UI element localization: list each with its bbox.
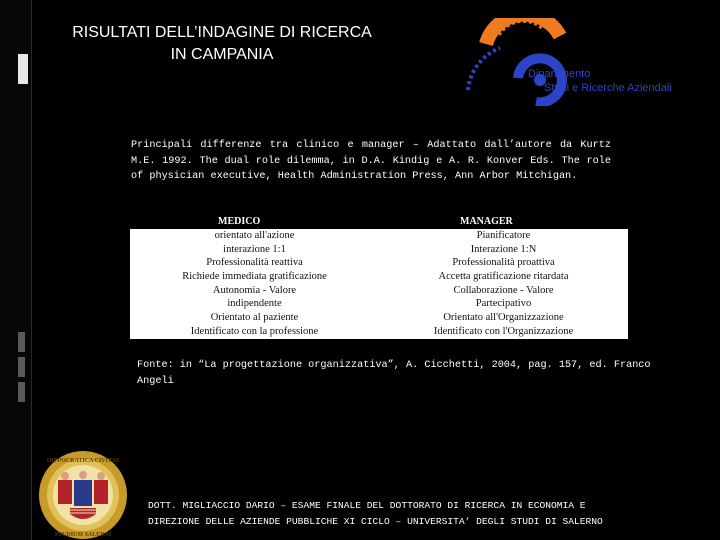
table-cell: Partecipativo — [475, 298, 532, 310]
slide-title-line1: RISULTATI DELL’INDAGINE DI RICERCA — [72, 24, 372, 41]
source-note: Fonte: in “La progettazione organizzativa”, A. Cicchetti, 2004, pag. 157, ed. Franco Angeli — [137, 360, 651, 387]
svg-text:HIPPOCRATICA CIVITAS: HIPPOCRATICA CIVITAS — [46, 458, 120, 464]
logo-text-line1: Dipartimento — [528, 68, 591, 80]
decorative-bar — [18, 54, 28, 84]
table-cell: indipendente — [227, 298, 282, 310]
svg-text:STUDIUM SALERNI: STUDIUM SALERNI — [54, 532, 112, 538]
column-header-medico: MEDICO — [218, 216, 261, 227]
footer-text — [148, 498, 688, 529]
slide-title-line2: IN CAMPANIA — [170, 46, 274, 63]
table-cell: Collaborazione - Valore — [453, 284, 554, 296]
comparison-table — [130, 229, 628, 339]
logo-text-line2: Studi e Ricerche Aziendali — [544, 82, 672, 94]
table-cell: Professionalità reattiva — [206, 257, 303, 269]
table-cell: Accetta gratificazione ritardata — [438, 271, 569, 283]
table-cell: orientato all'azione — [214, 230, 295, 241]
table-cell: Interazione 1:N — [470, 243, 537, 255]
footer-line1: DOTT. MIGLIACCIO DARIO – ESAME FINALE DEL DOTTORATO DI RICERCA IN ECONOMIA E — [148, 500, 586, 511]
table-cell: Orientato al paziente — [210, 312, 299, 324]
column-medico — [130, 229, 379, 339]
table-cell: Orientato all'Organizzazione — [443, 312, 564, 324]
table-cell: Richiede immediata gratificazione — [182, 271, 327, 283]
table-caption: Principali differenze tra clinico e manager – Adattato dall’autore da Kurtz M.E. 1992. The dual role dilemma, in D.A. Kindig e A. R. Konver Eds. The role of physician executive, Health Administration Press, Ann Arbor Mitchigan. — [131, 140, 611, 182]
decorative-bar — [18, 332, 25, 352]
table-cell: Autonomia - Valore — [212, 284, 297, 296]
column-manager — [379, 229, 628, 339]
decorative-bar — [18, 357, 25, 377]
table-cell: Identificato con l'Organizzazione — [433, 325, 574, 337]
decorative-bar — [18, 382, 25, 402]
table-cell: Professionalità proattiva — [452, 257, 555, 269]
university-seal — [36, 450, 130, 540]
table-cell: interazione 1:1 — [223, 243, 286, 255]
column-header-manager: MANAGER — [460, 216, 513, 227]
table-cell: Identificato con la professione — [190, 325, 319, 337]
table-cell: Pianificatore — [476, 230, 531, 241]
slide-title — [32, 22, 412, 66]
footer-line2: DIREZIONE DELLE AZIENDE PUBBLICHE XI CICLO – UNIVERSITA’ DEGLI STUDI DI SALERNO — [148, 515, 603, 527]
